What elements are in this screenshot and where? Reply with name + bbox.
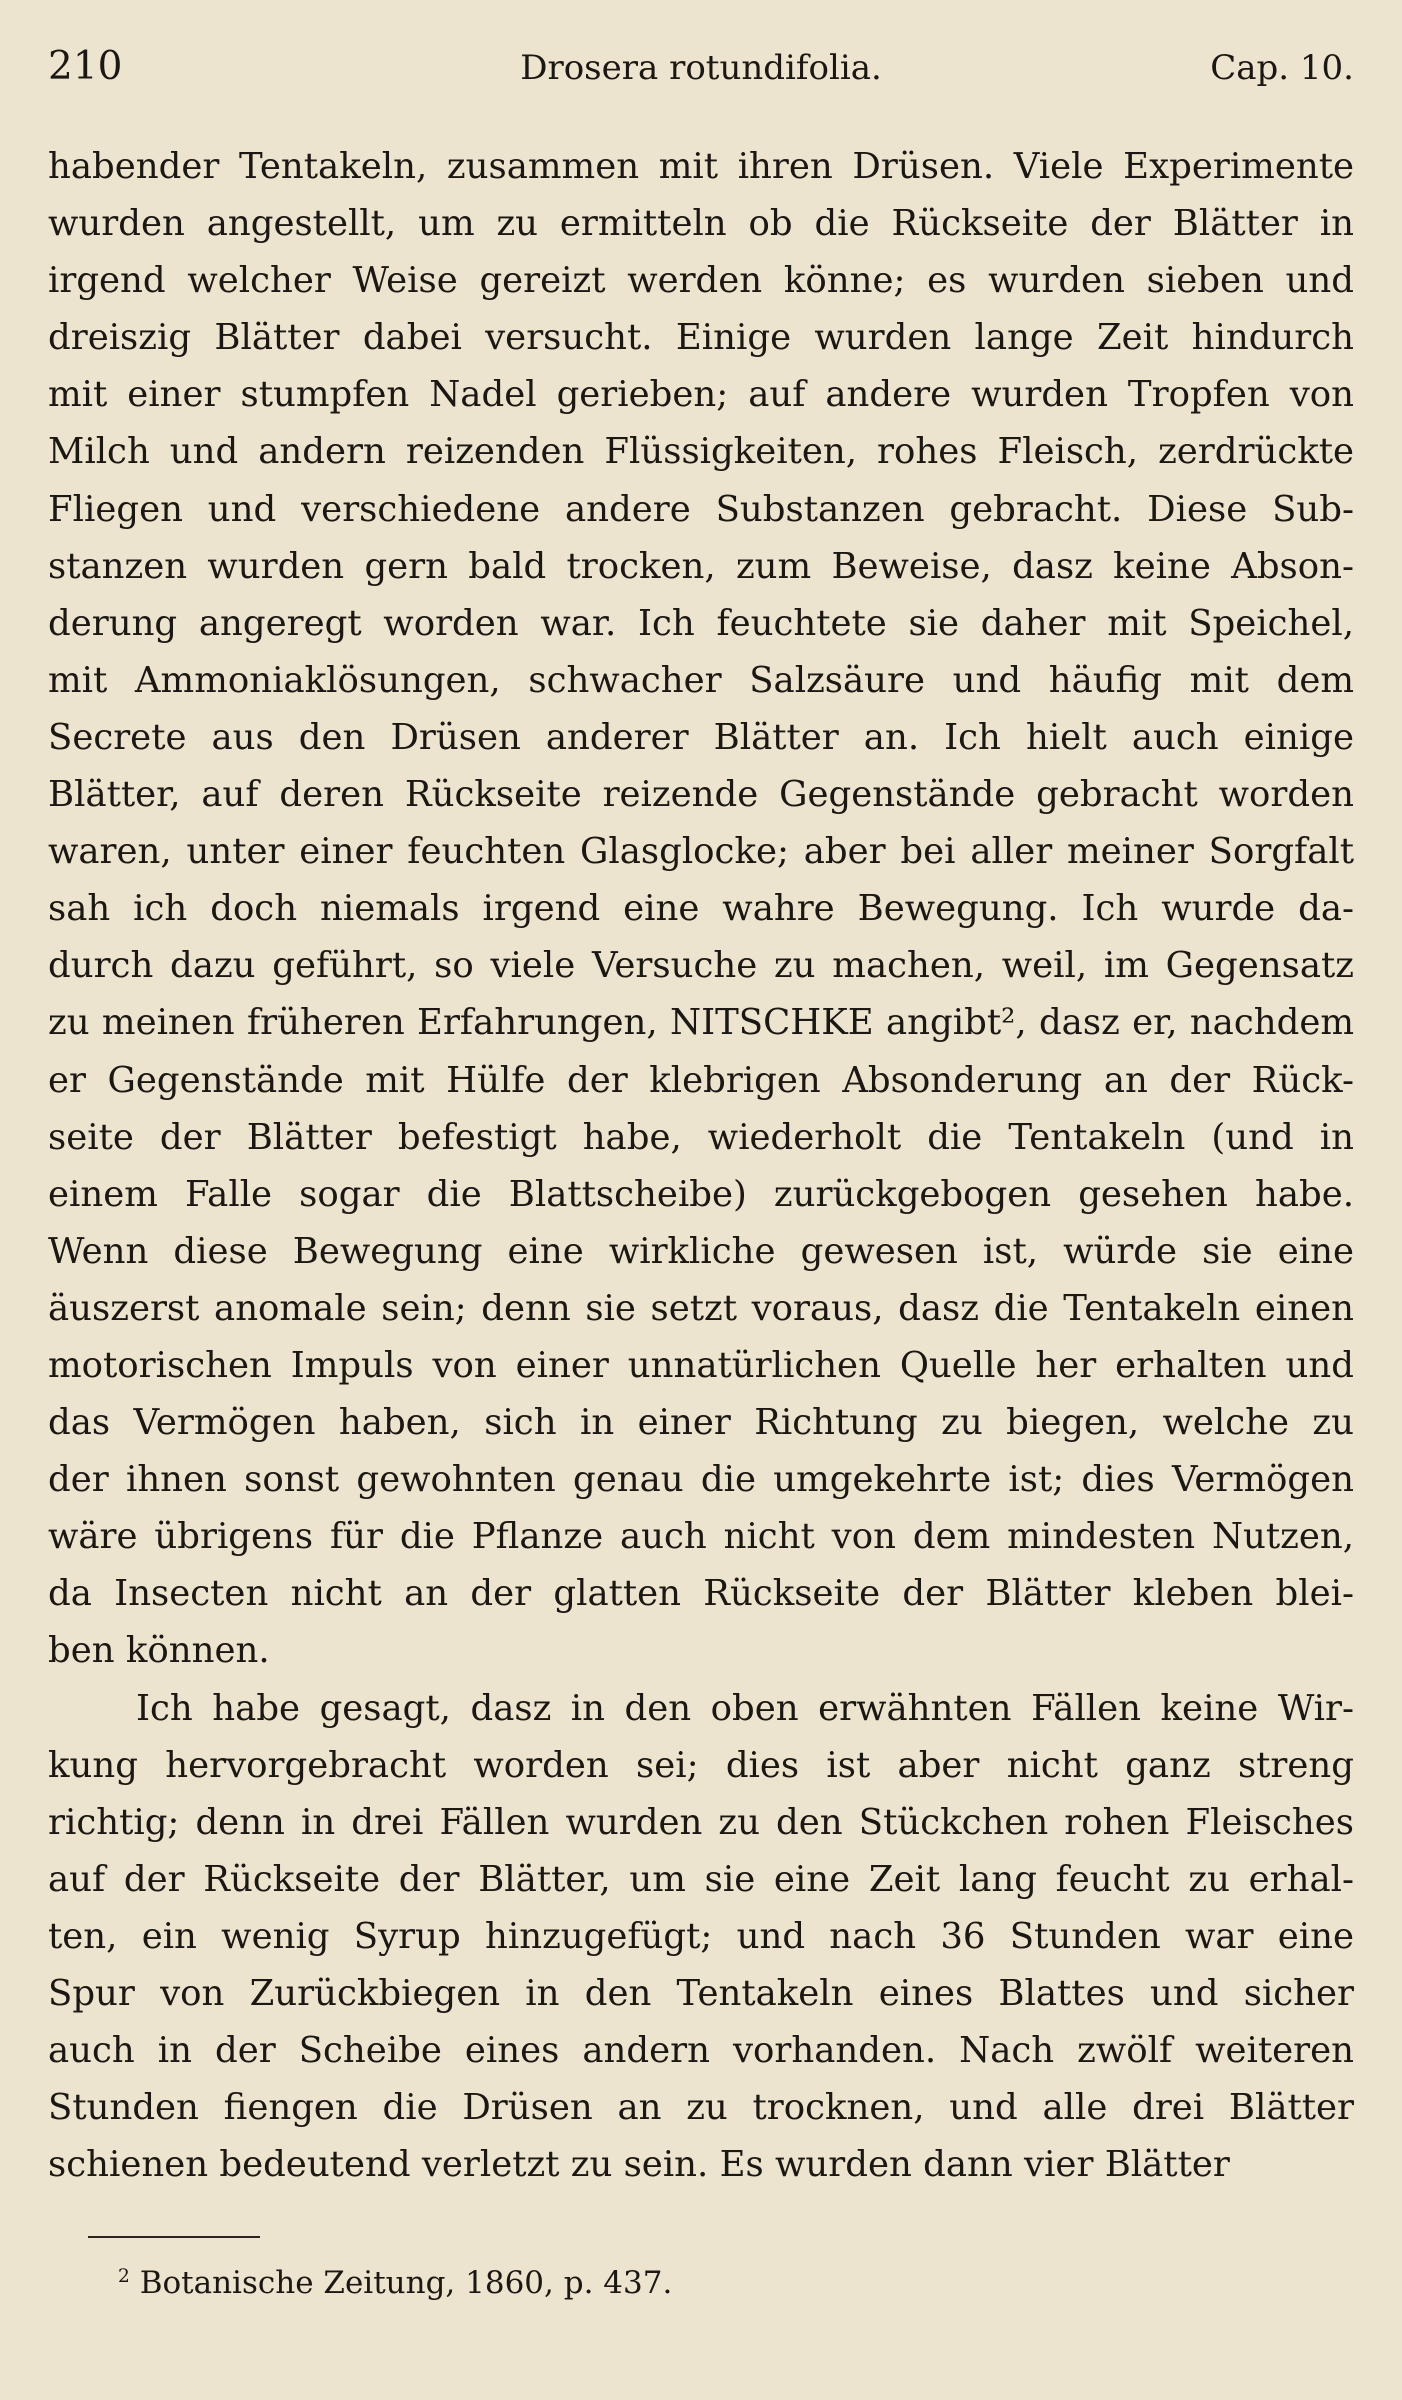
text-line: Fliegen und verschiedene andere Substanzen gebracht. Diese Sub-	[48, 488, 1354, 530]
text-line: habender Tentakeln, zusammen mit ihren Drüsen. Viele Experimente	[48, 146, 1354, 187]
text-line: kung hervorgebracht worden sei; dies ist aber nicht ganz streng	[48, 1744, 1354, 1786]
text-line: Stunden fiengen die Drüsen an zu trocknen, und alle drei Blätter	[48, 2087, 1354, 2129]
text-line: wurden angestellt, um zu ermitteln ob die Rückseite der Blätter in	[48, 203, 1354, 245]
text-line: zu meinen früheren Erfahrungen, NITSCHKE angibt², dasz er, nachdem	[48, 1002, 1354, 1044]
text-line: durch dazu geführt, so viele Versuche zu machen, weil, im Gegensatz	[48, 945, 1354, 987]
text-line: Spur von Zurückbiegen in den Tentakeln eines Blattes und sicher	[48, 1973, 1354, 2014]
body-text	[48, 138, 1354, 2193]
text-line: auf der Rückseite der Blätter, um sie eine Zeit lang feucht zu erhal-	[48, 1858, 1354, 1900]
footnote	[118, 2265, 672, 2301]
page-header	[48, 44, 1354, 104]
text-line: richtig; denn in drei Fällen wurden zu den Stückchen rohen Fleisches	[48, 1801, 1354, 1843]
text-line: Secrete aus den Drüsen anderer Blätter an. Ich hielt auch einige	[48, 716, 1354, 758]
text-line: da Insecten nicht an der glatten Rückseite der Blätter kleben blei-	[48, 1573, 1354, 1615]
text-line: waren, unter einer feuchten Glasglocke; aber bei aller meiner Sorgfalt	[48, 831, 1354, 873]
text-line: das Vermögen haben, sich in einer Richtung zu biegen, welche zu	[48, 1402, 1354, 1444]
text-line: derung angeregt worden war. Ich feuchtete sie daher mit Speichel,	[48, 602, 1354, 644]
chapter-label: Cap. 10.	[1210, 48, 1354, 88]
text-line: äuszerst anomale sein; denn sie setzt voraus, dasz die Tentakeln einen	[48, 1287, 1354, 1329]
text-line: mit Ammoniaklösungen, schwacher Salzsäure und häufig mit dem	[48, 659, 1354, 701]
text-line: er Gegenstände mit Hülfe der klebrigen Absonderung an der Rück-	[48, 1059, 1354, 1101]
text-line: ten, ein wenig Syrup hinzugefügt; und nach 36 Stunden war eine	[48, 1915, 1354, 1957]
text-line: sah ich doch niemals irgend eine wahre Bewegung. Ich wurde da-	[48, 888, 1354, 930]
footnote-text: Botanische Zeitung, 1860, p. 437.	[139, 2265, 673, 2301]
text-line: auch in der Scheibe eines andern vorhanden. Nach zwölf weiteren	[48, 2030, 1354, 2072]
text-line: Ich habe gesagt, dasz in den oben erwähnten Fällen keine Wir-	[136, 1687, 1354, 1729]
text-line: motorischen Impuls von einer unnatürlichen Quelle her erhalten und	[48, 1344, 1354, 1386]
text-line: Milch und andern reizenden Flüssigkeiten, rohes Fleisch, zerdrückte	[48, 431, 1354, 473]
text-line: schienen bedeutend verletzt zu sein. Es wurden dann vier Blätter	[48, 2144, 1230, 2186]
text-line: einem Falle sogar die Blattscheibe) zurückgebogen gesehen habe.	[48, 1173, 1354, 1215]
footnote-marker: 2	[118, 2265, 130, 2287]
text-line: wäre übrigens für die Pflanze auch nicht von dem mindesten Nutzen,	[48, 1516, 1354, 1558]
text-line: stanzen wurden gern bald trocken, zum Beweise, dasz keine Abson-	[48, 545, 1354, 587]
text-line: Blätter, auf deren Rückseite reizende Gegenstände gebracht worden	[48, 774, 1354, 816]
text-line: der ihnen sonst gewohnten genau die umgekehrte ist; dies Vermögen	[48, 1459, 1354, 1501]
text-line: irgend welcher Weise gereizt werden könne; es wurden sieben und	[48, 260, 1354, 302]
page-number: 210	[48, 44, 123, 89]
text-line: seite der Blätter befestigt habe, wiederholt die Tentakeln (und in	[48, 1116, 1354, 1158]
text-line: dreiszig Blätter dabei versucht. Einige wurden lange Zeit hindurch	[48, 317, 1354, 359]
text-line: mit einer stumpfen Nadel gerieben; auf andere wurden Tropfen von	[48, 374, 1354, 416]
footnote-rule	[88, 2236, 260, 2238]
text-line: ben können.	[48, 1630, 270, 1672]
text-line: Wenn diese Bewegung eine wirkliche gewesen ist, würde sie eine	[48, 1230, 1354, 1272]
running-title: Drosera rotundifolia.	[520, 48, 882, 88]
